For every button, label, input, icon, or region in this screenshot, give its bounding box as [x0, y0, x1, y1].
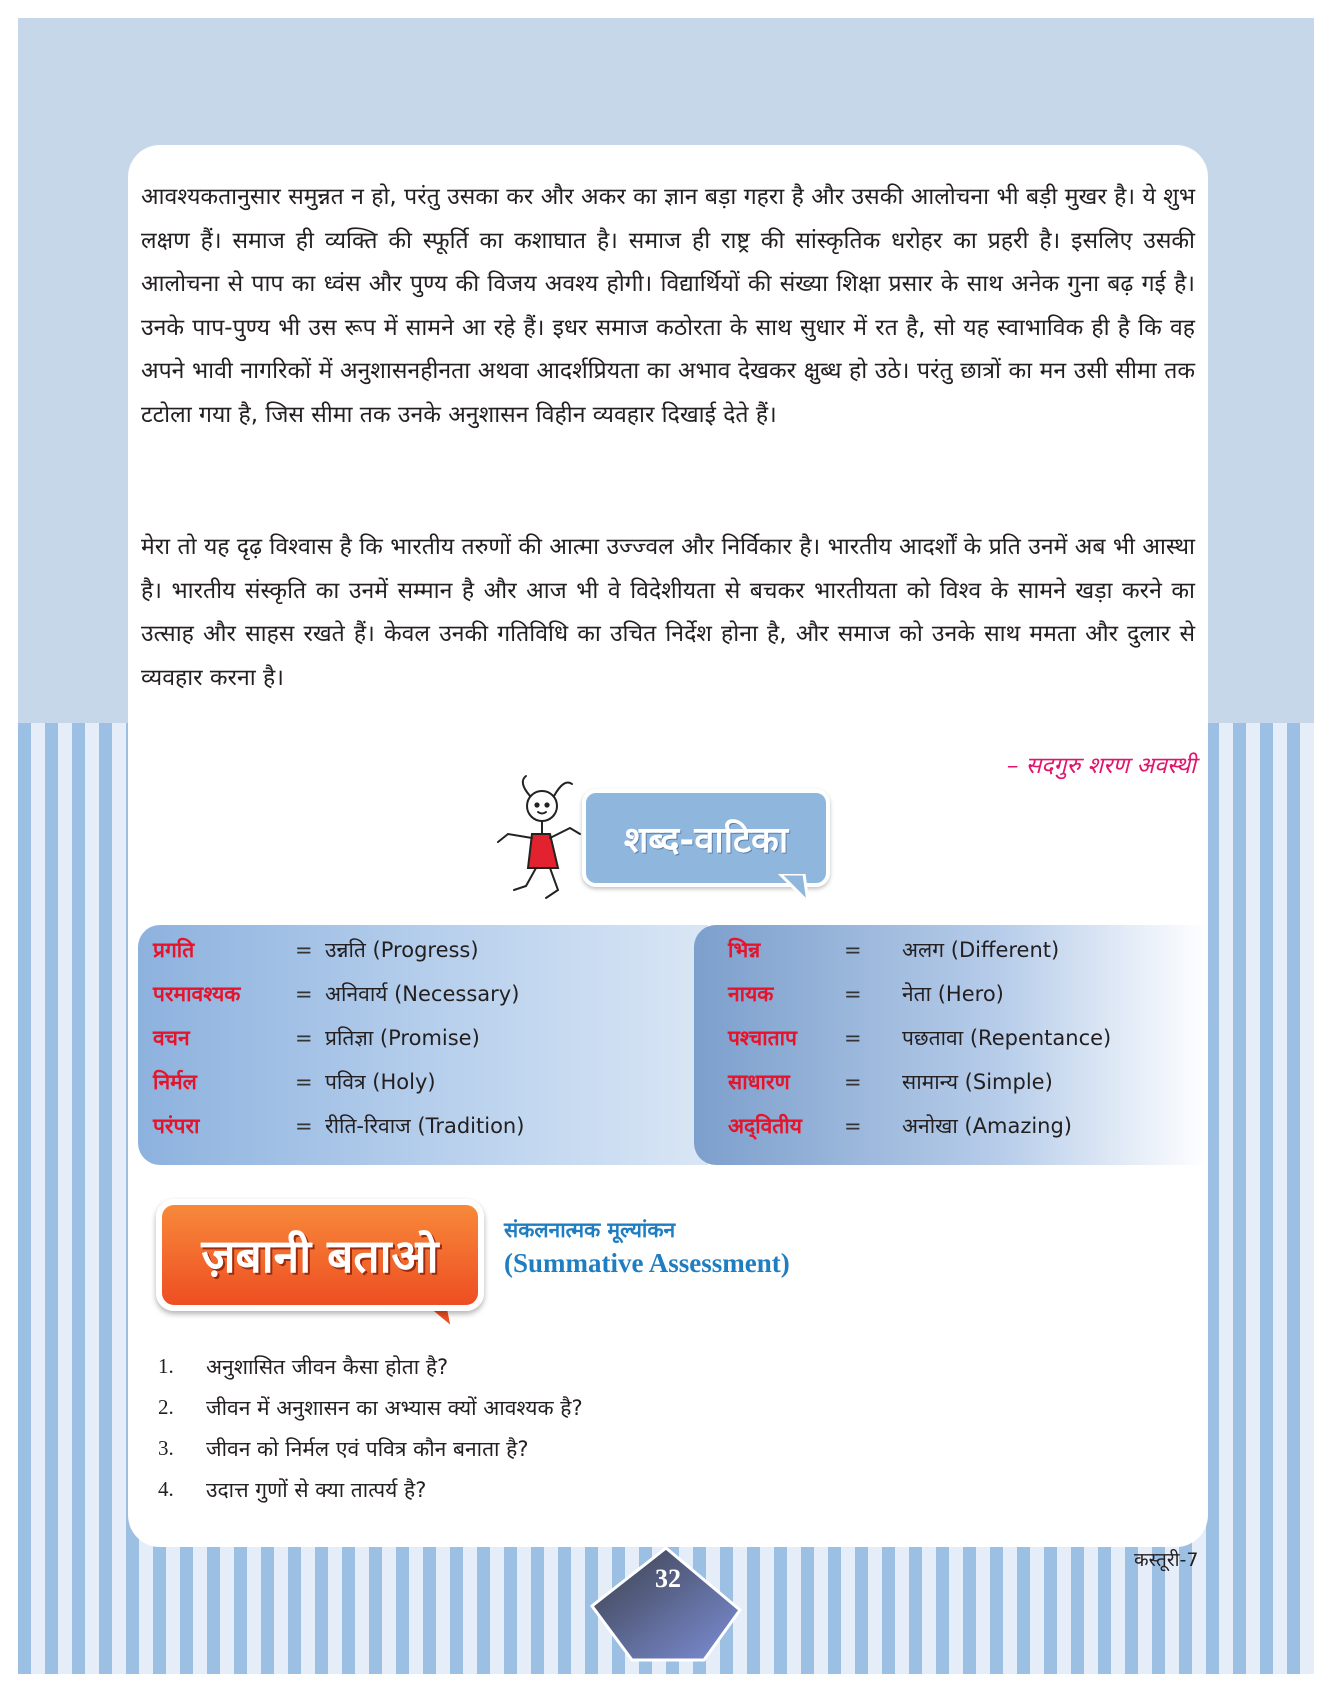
vocab-row	[728, 1062, 1053, 1102]
equals-sign: =	[295, 938, 313, 962]
question-text: जीवन को निर्मल एवं पवित्र कौन बनाता है?	[206, 1436, 529, 1461]
zabani-batao-badge	[152, 1195, 482, 1345]
equals-sign: =	[844, 982, 862, 1006]
paragraph-2: मेरा तो यह दृढ़ विश्वास है कि भारतीय तरुणों की आत्मा उज्ज्वल और निर्विकार है। भारतीय आदर्शों के प्रति उनमें अब भी आस्था है। भारतीय संस्कृति का उनमें सम्मान है और आज भी वे विदेशीयता से बचकर भारतीयता को विश्व के सामने खड़ा करने का उत्साह और साहस रखते हैं। केवल उनकी गतिविधि का उचित निर्देश होना है, और समाज को उनके साथ ममता और दुलार से व्यवहार करना है।	[141, 534, 1195, 691]
vocab-row	[728, 1018, 1111, 1058]
vocab-meaning: अनोखा (Amazing)	[902, 1114, 1073, 1138]
vocab-row	[728, 974, 1004, 1014]
equals-sign: =	[295, 1114, 313, 1138]
question-text: अनुशासित जीवन कैसा होता है?	[206, 1354, 449, 1379]
zabani-batao-box	[156, 1199, 484, 1311]
pentagon-shape	[588, 1544, 748, 1664]
vocab-meaning: नेता (Hero)	[902, 982, 1004, 1006]
list-item	[158, 1346, 583, 1387]
equals-sign: =	[295, 1070, 313, 1094]
vocab-word: पश्चाताप	[728, 1026, 797, 1050]
equals-sign: =	[844, 1026, 862, 1050]
equals-sign: =	[844, 1070, 862, 1094]
shabd-vatika-badge	[582, 789, 830, 887]
equals-sign: =	[844, 1114, 862, 1138]
question-text: उदात्त गुणों से क्या तात्पर्य है?	[206, 1477, 427, 1502]
vocab-meaning: उन्नति (Progress)	[325, 938, 479, 962]
equals-sign: =	[844, 938, 862, 962]
vocab-word: अद्‌वितीय	[728, 1114, 802, 1138]
equals-sign: =	[295, 982, 313, 1006]
vocab-meaning: पछतावा (Repentance)	[902, 1026, 1112, 1050]
shabd-vatika-title: शब्द-वाटिका	[623, 819, 789, 861]
vocab-row	[728, 1106, 1072, 1146]
vocab-word: प्रगति	[153, 938, 195, 962]
vocab-row	[153, 1106, 524, 1146]
vocab-row	[153, 1062, 436, 1102]
paragraph-1: आवश्यकतानुसार समुन्नत न हो, परंतु उसका कर और अकर का ज्ञान बड़ा गहरा है और उसकी आलोचना भी बड़ी मुखर है। ये शुभ लक्षण हैं। समाज ही व्यक्ति की स्फूर्ति का कशाघात है। समाज ही राष्ट्र की सांस्कृतिक धरोहर का प्रहरी है। इसलिए उसकी आलोचना से पाप का ध्वंस और पुण्य की विजय अवश्य होगी। विद्यार्थियों की संख्या शिक्षा प्रसार के साथ अनेक गुना बढ़ गई है। उनके पाप-पुण्य भी उस रूप में सामने आ रहे हैं। इधर समाज कठोरता के साथ सुधार में रत है, सो यह स्वाभाविक ही है कि वह अपने भावी नागरिकों में अनुशासनहीनता अथवा आदर्शप्रियता का अभाव देखकर क्षुब्ध हो उठे। परंतु छात्रों का मन उसी सीमा तक टटोला गया है, जिस सीमा तक उनके अनुशासन विहीन व्यवहार दिखाई देते हैं।	[141, 184, 1195, 428]
vocab-word: वचन	[153, 1026, 190, 1050]
vocab-word: परमावश्यक	[153, 982, 241, 1006]
list-item	[158, 1469, 583, 1510]
author-credit: – सदगुरु शरण अवस्थी	[1006, 753, 1196, 779]
zabani-batao-title: ज़बानी बताओ	[201, 1229, 439, 1283]
vocab-meaning: सामान्य (Simple)	[902, 1070, 1053, 1094]
equals-sign: =	[295, 1026, 313, 1050]
girl-running-icon	[488, 772, 588, 904]
vocab-meaning: प्रतिज्ञा (Promise)	[325, 1026, 480, 1050]
vocab-row	[153, 1018, 480, 1058]
vocab-row	[153, 974, 519, 1014]
question-number: 2.	[158, 1395, 174, 1419]
speech-tail-icon	[778, 874, 812, 904]
assessment-hindi-label: संकलनात्मक मूल्यांकन	[504, 1218, 676, 1242]
vocab-word: साधारण	[728, 1070, 790, 1094]
page-number: 32	[655, 1564, 681, 1593]
vocab-word: भिन्न	[728, 938, 761, 962]
assessment-english-label: (Summative Assessment)	[504, 1248, 790, 1278]
vocab-word: नायक	[728, 982, 774, 1006]
vocab-row	[728, 930, 1059, 970]
list-item	[158, 1387, 583, 1428]
vocab-meaning: पवित्र (Holy)	[325, 1070, 436, 1094]
vocab-row	[153, 930, 479, 970]
vocab-meaning: रीति-रिवाज (Tradition)	[325, 1114, 525, 1138]
question-number: 3.	[158, 1436, 174, 1460]
vocab-word: निर्मल	[153, 1070, 197, 1094]
question-number: 4.	[158, 1477, 174, 1501]
vocab-meaning: अलग (Different)	[902, 938, 1060, 962]
question-text: जीवन में अनुशासन का अभ्यास क्यों आवश्यक है?	[206, 1395, 583, 1420]
list-item	[158, 1428, 583, 1469]
page-number-badge	[588, 1544, 748, 1664]
book-name: कस्तूरी-7	[1134, 1549, 1199, 1571]
question-number: 1.	[158, 1354, 174, 1378]
question-list	[158, 1346, 583, 1510]
vocab-word: परंपरा	[153, 1114, 200, 1138]
vocab-meaning: अनिवार्य (Necessary)	[325, 982, 520, 1006]
